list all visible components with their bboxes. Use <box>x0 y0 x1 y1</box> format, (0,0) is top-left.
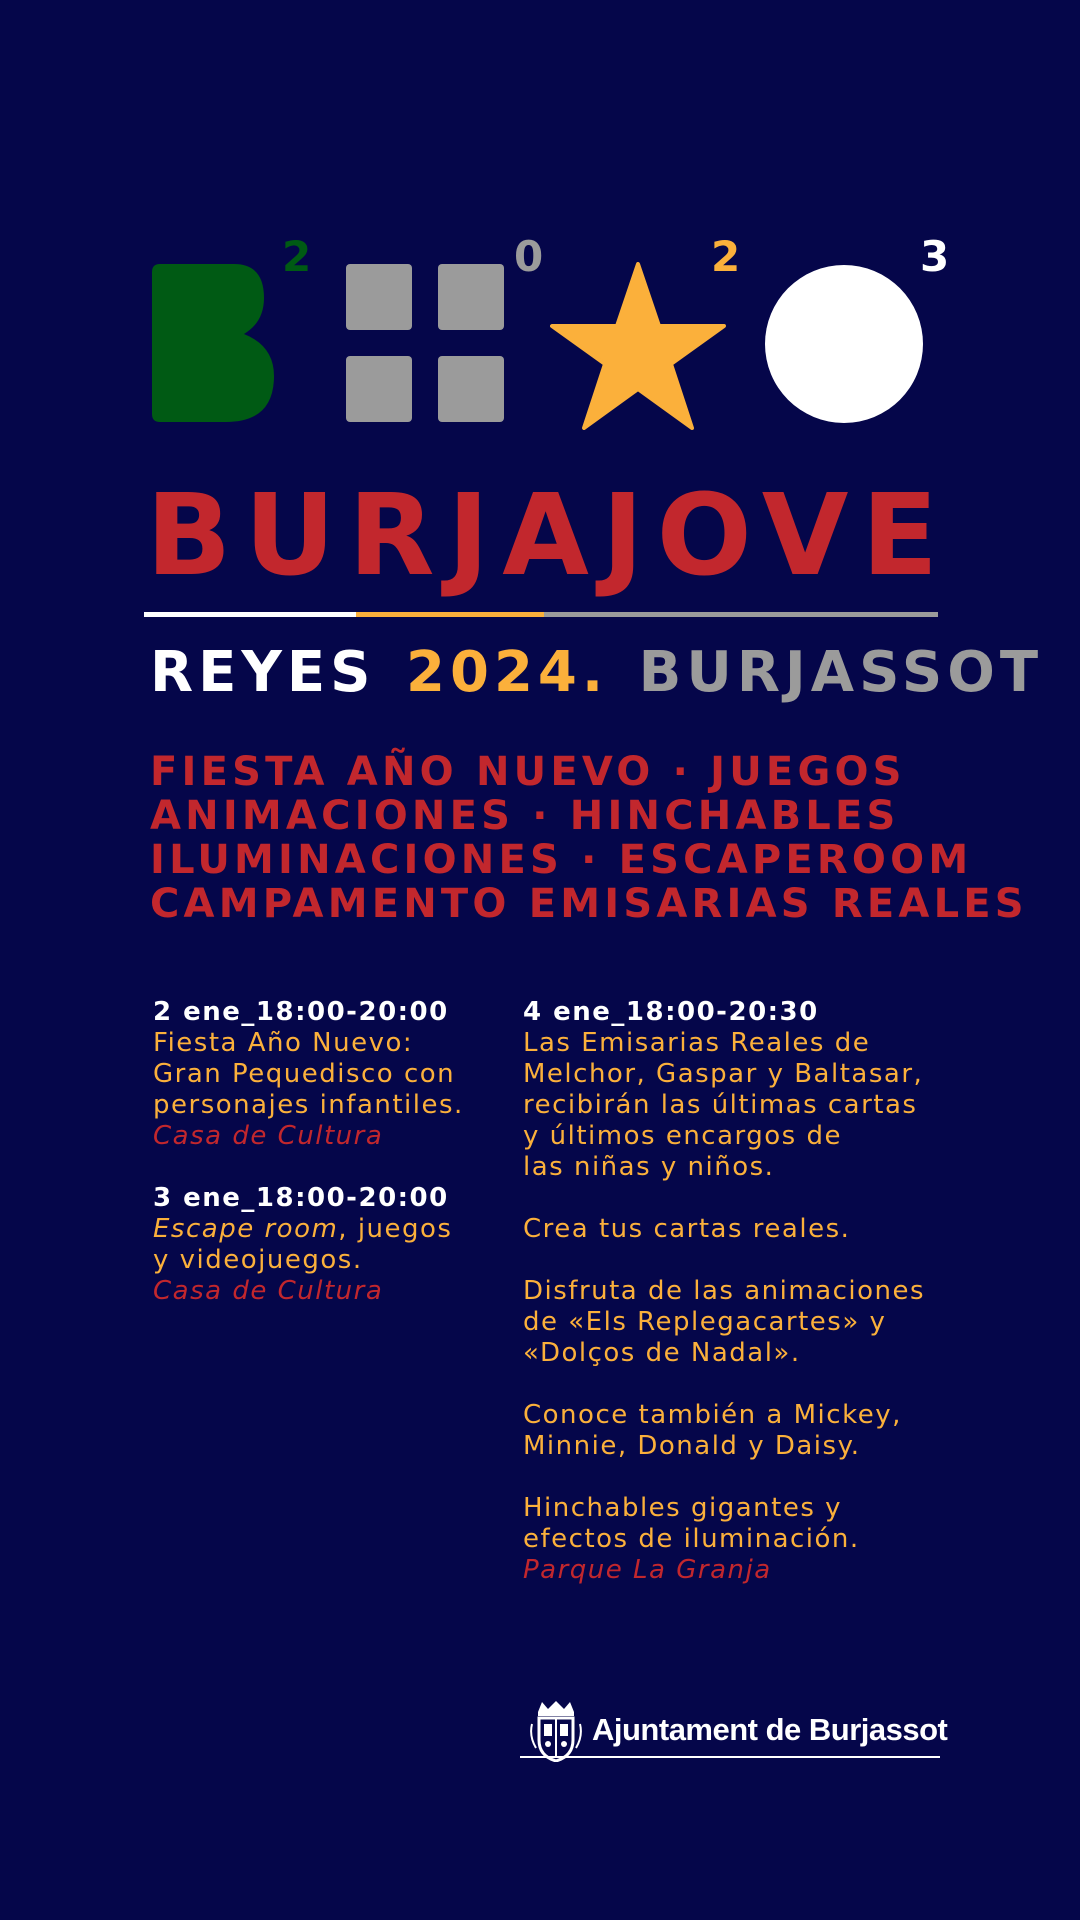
footer-underline <box>520 1756 940 1758</box>
digit-0-gray: 0 <box>514 232 544 281</box>
organization-name: Ajuntament de Burjassot <box>592 1712 948 1747</box>
event-title: BURJAJOVE <box>146 471 951 601</box>
event-description-line: Hinchables gigantes y <box>523 1493 843 1523</box>
event-date: 2 ene_18:00-20:00 <box>153 997 449 1027</box>
event-date: 3 ene_18:00-20:00 <box>153 1183 449 1213</box>
activity-line: ANIMACIONES · HINCHABLES <box>150 793 900 839</box>
event-description-line: «Dolços de Nadal». <box>523 1338 801 1368</box>
subtitle-year: 2024. <box>406 640 609 705</box>
footer-organization <box>520 1700 948 1762</box>
divider-yellow <box>356 612 544 617</box>
event-description-line: Conoce también a Mickey, <box>523 1400 902 1430</box>
digit-2-yellow: 2 <box>711 232 741 281</box>
coat-of-arms-icon <box>528 1700 584 1762</box>
event-venue: Casa de Cultura <box>153 1276 384 1306</box>
event-description-line: personajes infantiles. <box>153 1090 464 1120</box>
subtitle-reyes: REYES <box>150 640 376 705</box>
events-right-column <box>523 997 943 1586</box>
event-description-line: y últimos encargos de <box>523 1121 842 1151</box>
event-description-line: recibirán las últimas cartas <box>523 1090 918 1120</box>
divider-white <box>144 612 356 617</box>
activity-line: ILUMINACIONES · ESCAPEROOM <box>150 837 973 883</box>
subtitle <box>150 640 1044 705</box>
event-venue: Parque La Granja <box>523 1555 772 1585</box>
event-description-line: y videojuegos. <box>153 1245 363 1275</box>
digit-2-green: 2 <box>282 232 312 281</box>
event-description-line: efectos de iluminación. <box>523 1524 860 1554</box>
subtitle-town: BURJASSOT <box>638 640 1044 705</box>
events-left-column <box>153 997 513 1307</box>
activity-line: FIESTA AÑO NUEVO · JUEGOS <box>150 749 906 795</box>
event-description-line: Fiesta Año Nuevo: <box>153 1028 414 1058</box>
event-description-line: Las Emisarias Reales de <box>523 1028 871 1058</box>
event-date: 4 ene_18:00-20:30 <box>523 997 819 1027</box>
event-description-line: Gran Pequedisco con <box>153 1059 456 1089</box>
escape-room-italic: Escape room <box>153 1214 339 1244</box>
activities-list <box>150 749 1028 927</box>
event-description-line: de «Els Replegacartes» y <box>523 1307 887 1337</box>
event-description-line: Crea tus cartas reales. <box>523 1214 851 1244</box>
event-description-line: Minnie, Donald y Daisy. <box>523 1431 861 1461</box>
star-shape <box>550 262 726 430</box>
digit-3-white: 3 <box>920 232 950 281</box>
event-description-line: Disfruta de las animaciones <box>523 1276 926 1306</box>
divider-gray <box>544 612 938 617</box>
event-description-line: Melchor, Gaspar y Baltasar, <box>523 1059 924 1089</box>
event-description-line: las niñas y niños. <box>523 1152 775 1182</box>
letter-b-shape <box>152 264 274 422</box>
event-description-rest: , juegos <box>338 1214 453 1244</box>
four-squares-shape <box>346 264 504 422</box>
event-venue: Casa de Cultura <box>153 1121 384 1151</box>
circle-shape <box>764 264 924 424</box>
activity-line: CAMPAMENTO EMISARIAS REALES <box>150 881 1028 927</box>
event-description-line <box>153 1214 513 1245</box>
